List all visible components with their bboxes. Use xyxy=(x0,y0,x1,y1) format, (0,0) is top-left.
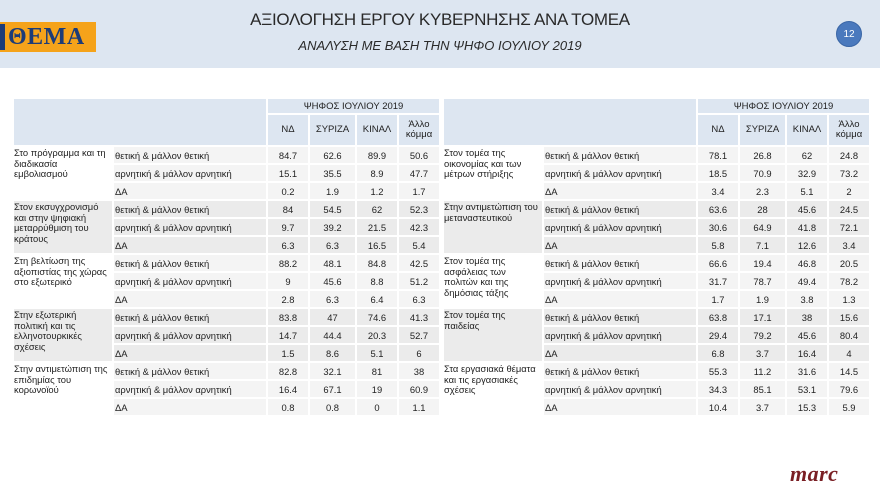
value-cell: 24.8 xyxy=(829,147,869,163)
value-cell: 78.1 xyxy=(698,147,738,163)
topic-cell: Στον εκσυγχρονισμό και στην ψηφιακή μεταρρύθμιση του κράτους xyxy=(14,201,112,253)
row-label: ΔΑ xyxy=(544,183,696,199)
row-label: αρνητική & μάλλον αρνητική xyxy=(114,327,266,343)
value-cell: 1.7 xyxy=(698,291,738,307)
value-cell: 6.3 xyxy=(399,291,439,307)
table-row xyxy=(444,255,869,271)
row-label: αρνητική & μάλλον αρνητική xyxy=(544,165,696,181)
row-label: ΔΑ xyxy=(114,183,266,199)
value-cell: 44.4 xyxy=(310,327,355,343)
value-cell: 32.9 xyxy=(787,165,827,181)
col-header-other-line2: κόμμα xyxy=(405,129,433,140)
value-cell: 20.5 xyxy=(829,255,869,271)
value-cell: 88.2 xyxy=(268,255,308,271)
row-label: θετική & μάλλον θετική xyxy=(114,309,266,325)
row-label: θετική & μάλλον θετική xyxy=(544,147,696,163)
value-cell: 81 xyxy=(357,363,397,379)
value-cell: 8.6 xyxy=(310,345,355,361)
row-label: ΔΑ xyxy=(114,399,266,415)
value-cell: 30.6 xyxy=(698,219,738,235)
table-row xyxy=(14,201,439,217)
value-cell: 80.4 xyxy=(829,327,869,343)
right-table xyxy=(442,97,863,417)
value-cell: 62 xyxy=(357,201,397,217)
slide-header xyxy=(0,0,880,68)
value-cell: 5.1 xyxy=(357,345,397,361)
value-cell: 4 xyxy=(829,345,869,361)
value-cell: 42.3 xyxy=(399,219,439,235)
value-cell: 3.8 xyxy=(787,291,827,307)
value-cell: 70.9 xyxy=(740,165,785,181)
header-blank xyxy=(14,99,266,145)
value-cell: 72.1 xyxy=(829,219,869,235)
topic-cell: Στον τομέα της παιδείας xyxy=(444,309,542,361)
value-cell: 2 xyxy=(829,183,869,199)
page-subtitle: ΑΝΑΛΥΣΗ ΜΕ ΒΑΣΗ ΤΗΝ ΨΗΦΟ ΙΟΥΛΙΟΥ 2019 xyxy=(298,38,582,53)
value-cell: 3.4 xyxy=(829,237,869,253)
topic-cell: Στο πρόγραμμα και τη διαδικασία εμβολιασμού xyxy=(14,147,112,199)
value-cell: 48.1 xyxy=(310,255,355,271)
value-cell: 84.8 xyxy=(357,255,397,271)
value-cell: 45.6 xyxy=(787,327,827,343)
value-cell: 28 xyxy=(740,201,785,217)
value-cell: 63.6 xyxy=(698,201,738,217)
value-cell: 1.3 xyxy=(829,291,869,307)
col-header-kinal: ΚΙΝΑΛ xyxy=(787,115,827,145)
value-cell: 3.7 xyxy=(740,345,785,361)
value-cell: 1.9 xyxy=(740,291,785,307)
value-cell: 78.7 xyxy=(740,273,785,289)
row-label: θετική & μάλλον θετική xyxy=(544,363,696,379)
value-cell: 0.8 xyxy=(310,399,355,415)
column-group-header: ΨΗΦΟΣ ΙΟΥΛΙΟΥ 2019 xyxy=(268,99,439,113)
row-label: αρνητική & μάλλον αρνητική xyxy=(544,327,696,343)
value-cell: 62.6 xyxy=(310,147,355,163)
row-label: θετική & μάλλον θετική xyxy=(544,201,696,217)
value-cell: 42.5 xyxy=(399,255,439,271)
row-label: αρνητική & μάλλον αρνητική xyxy=(114,219,266,235)
value-cell: 1.9 xyxy=(310,183,355,199)
value-cell: 84.7 xyxy=(268,147,308,163)
value-cell: 67.1 xyxy=(310,381,355,397)
row-label: ΔΑ xyxy=(114,237,266,253)
value-cell: 5.9 xyxy=(829,399,869,415)
row-label: αρνητική & μάλλον αρνητική xyxy=(544,219,696,235)
page-title: ΑΞΙΟΛΟΓΗΣΗ ΕΡΓΟΥ ΚΥΒΕΡΝΗΣΗΣ ΑΝΑ ΤΟΜΕΑ xyxy=(250,10,630,29)
marc-logo: marc xyxy=(790,461,839,486)
value-cell: 15.6 xyxy=(829,309,869,325)
value-cell: 24.5 xyxy=(829,201,869,217)
value-cell: 83.8 xyxy=(268,309,308,325)
topic-cell: Στην εξωτερική πολιτική και τις ελληνοτουρκικές σχέσεις xyxy=(14,309,112,361)
value-cell: 62 xyxy=(787,147,827,163)
value-cell: 84 xyxy=(268,201,308,217)
row-label: θετική & μάλλον θετική xyxy=(114,147,266,163)
topic-cell: Στην αντιμετώπιση του μεταναστευτικού xyxy=(444,201,542,253)
page-number-badge: 12 xyxy=(836,21,862,47)
table-row xyxy=(14,363,439,379)
col-header-other-line2: κόμμα xyxy=(835,129,863,140)
value-cell: 15.3 xyxy=(787,399,827,415)
evaluation-table-left xyxy=(12,97,441,417)
value-cell: 17.1 xyxy=(740,309,785,325)
value-cell: 0.8 xyxy=(268,399,308,415)
row-label: θετική & μάλλον θετική xyxy=(544,309,696,325)
topic-cell: Στην αντιμετώπιση της επιδημίας του κορωνοϊού xyxy=(14,363,112,415)
value-cell: 10.4 xyxy=(698,399,738,415)
table-row xyxy=(14,255,439,271)
row-label: θετική & μάλλον θετική xyxy=(114,201,266,217)
value-cell: 11.2 xyxy=(740,363,785,379)
value-cell: 8.9 xyxy=(357,165,397,181)
row-label: ΔΑ xyxy=(114,345,266,361)
value-cell: 7.1 xyxy=(740,237,785,253)
row-label: αρνητική & μάλλον αρνητική xyxy=(114,165,266,181)
value-cell: 20.3 xyxy=(357,327,397,343)
value-cell: 16.5 xyxy=(357,237,397,253)
value-cell: 64.9 xyxy=(740,219,785,235)
value-cell: 54.5 xyxy=(310,201,355,217)
value-cell: 82.8 xyxy=(268,363,308,379)
value-cell: 63.8 xyxy=(698,309,738,325)
value-cell: 85.1 xyxy=(740,381,785,397)
value-cell: 16.4 xyxy=(787,345,827,361)
col-header-other-line1: Άλλο xyxy=(408,119,430,130)
row-label: θετική & μάλλον θετική xyxy=(114,363,266,379)
value-cell: 53.1 xyxy=(787,381,827,397)
value-cell: 32.1 xyxy=(310,363,355,379)
col-header-syriza: ΣΥΡΙΖΑ xyxy=(310,115,355,145)
value-cell: 2.3 xyxy=(740,183,785,199)
value-cell: 45.6 xyxy=(310,273,355,289)
table-row xyxy=(14,147,439,163)
value-cell: 1.5 xyxy=(268,345,308,361)
value-cell: 16.4 xyxy=(268,381,308,397)
value-cell: 89.9 xyxy=(357,147,397,163)
value-cell: 31.6 xyxy=(787,363,827,379)
col-header-nd: ΝΔ xyxy=(268,115,308,145)
left-table xyxy=(12,97,433,417)
value-cell: 52.3 xyxy=(399,201,439,217)
value-cell: 52.7 xyxy=(399,327,439,343)
row-label: αρνητική & μάλλον αρνητική xyxy=(544,381,696,397)
row-label: ΔΑ xyxy=(544,237,696,253)
value-cell: 66.6 xyxy=(698,255,738,271)
topic-cell: Στα εργασιακά θέματα και τις εργασιακές σχέσεις xyxy=(444,363,542,415)
table-row xyxy=(444,147,869,163)
value-cell: 15.1 xyxy=(268,165,308,181)
topic-cell: Στη βελτίωση της αξιοπιστίας της χώρας στο εξωτερικό xyxy=(14,255,112,307)
value-cell: 6.3 xyxy=(310,237,355,253)
topic-cell: Στον τομέα της ασφάλειας των πολιτών και της δημόσιας τάξης xyxy=(444,255,542,307)
value-cell: 6.3 xyxy=(310,291,355,307)
row-label: αρνητική & μάλλον αρνητική xyxy=(114,381,266,397)
value-cell: 3.7 xyxy=(740,399,785,415)
value-cell: 50.6 xyxy=(399,147,439,163)
value-cell: 29.4 xyxy=(698,327,738,343)
value-cell: 38 xyxy=(787,309,827,325)
value-cell: 8.8 xyxy=(357,273,397,289)
value-cell: 6 xyxy=(399,345,439,361)
table-row xyxy=(444,309,869,325)
table-row xyxy=(14,309,439,325)
col-header-other-line1: Άλλο xyxy=(838,119,860,130)
value-cell: 5.1 xyxy=(787,183,827,199)
value-cell: 38 xyxy=(399,363,439,379)
row-label: αρνητική & μάλλον αρνητική xyxy=(114,273,266,289)
value-cell: 39.2 xyxy=(310,219,355,235)
value-cell: 46.8 xyxy=(787,255,827,271)
col-header-syriza: ΣΥΡΙΖΑ xyxy=(740,115,785,145)
value-cell: 0 xyxy=(357,399,397,415)
row-label: θετική & μάλλον θετική xyxy=(544,255,696,271)
value-cell: 1.2 xyxy=(357,183,397,199)
value-cell: 51.2 xyxy=(399,273,439,289)
value-cell: 35.5 xyxy=(310,165,355,181)
value-cell: 55.3 xyxy=(698,363,738,379)
value-cell: 3.4 xyxy=(698,183,738,199)
row-label: θετική & μάλλον θετική xyxy=(114,255,266,271)
value-cell: 12.6 xyxy=(787,237,827,253)
value-cell: 19.4 xyxy=(740,255,785,271)
table-row xyxy=(444,363,869,379)
value-cell: 0.2 xyxy=(268,183,308,199)
value-cell: 1.7 xyxy=(399,183,439,199)
value-cell: 45.6 xyxy=(787,201,827,217)
evaluation-table-right xyxy=(442,97,871,417)
row-label: ΔΑ xyxy=(114,291,266,307)
row-label: ΔΑ xyxy=(544,291,696,307)
value-cell: 41.8 xyxy=(787,219,827,235)
col-header-nd: ΝΔ xyxy=(698,115,738,145)
value-cell: 41.3 xyxy=(399,309,439,325)
header-blank xyxy=(444,99,696,145)
value-cell: 78.2 xyxy=(829,273,869,289)
logo-text: ΘΕΜΑ xyxy=(8,24,85,50)
table-row xyxy=(444,201,869,217)
col-header-kinal: ΚΙΝΑΛ xyxy=(357,115,397,145)
value-cell: 6.8 xyxy=(698,345,738,361)
value-cell: 74.6 xyxy=(357,309,397,325)
value-cell: 6.4 xyxy=(357,291,397,307)
value-cell: 14.7 xyxy=(268,327,308,343)
value-cell: 73.2 xyxy=(829,165,869,181)
value-cell: 47 xyxy=(310,309,355,325)
value-cell: 1.1 xyxy=(399,399,439,415)
topic-cell: Στον τομέα της οικονομίας και των μέτρων στήριξης xyxy=(444,147,542,199)
value-cell: 2.8 xyxy=(268,291,308,307)
value-cell: 47.7 xyxy=(399,165,439,181)
value-cell: 19 xyxy=(357,381,397,397)
value-cell: 34.3 xyxy=(698,381,738,397)
value-cell: 26.8 xyxy=(740,147,785,163)
value-cell: 9.7 xyxy=(268,219,308,235)
value-cell: 14.5 xyxy=(829,363,869,379)
value-cell: 9 xyxy=(268,273,308,289)
value-cell: 60.9 xyxy=(399,381,439,397)
row-label: ΔΑ xyxy=(544,345,696,361)
value-cell: 21.5 xyxy=(357,219,397,235)
row-label: ΔΑ xyxy=(544,399,696,415)
value-cell: 5.4 xyxy=(399,237,439,253)
value-cell: 5.8 xyxy=(698,237,738,253)
value-cell: 18.5 xyxy=(698,165,738,181)
col-header-other xyxy=(399,115,439,145)
value-cell: 79.6 xyxy=(829,381,869,397)
value-cell: 49.4 xyxy=(787,273,827,289)
col-header-other xyxy=(829,115,869,145)
row-label: αρνητική & μάλλον αρνητική xyxy=(544,273,696,289)
column-group-header: ΨΗΦΟΣ ΙΟΥΛΙΟΥ 2019 xyxy=(698,99,869,113)
value-cell: 79.2 xyxy=(740,327,785,343)
value-cell: 31.7 xyxy=(698,273,738,289)
value-cell: 6.3 xyxy=(268,237,308,253)
